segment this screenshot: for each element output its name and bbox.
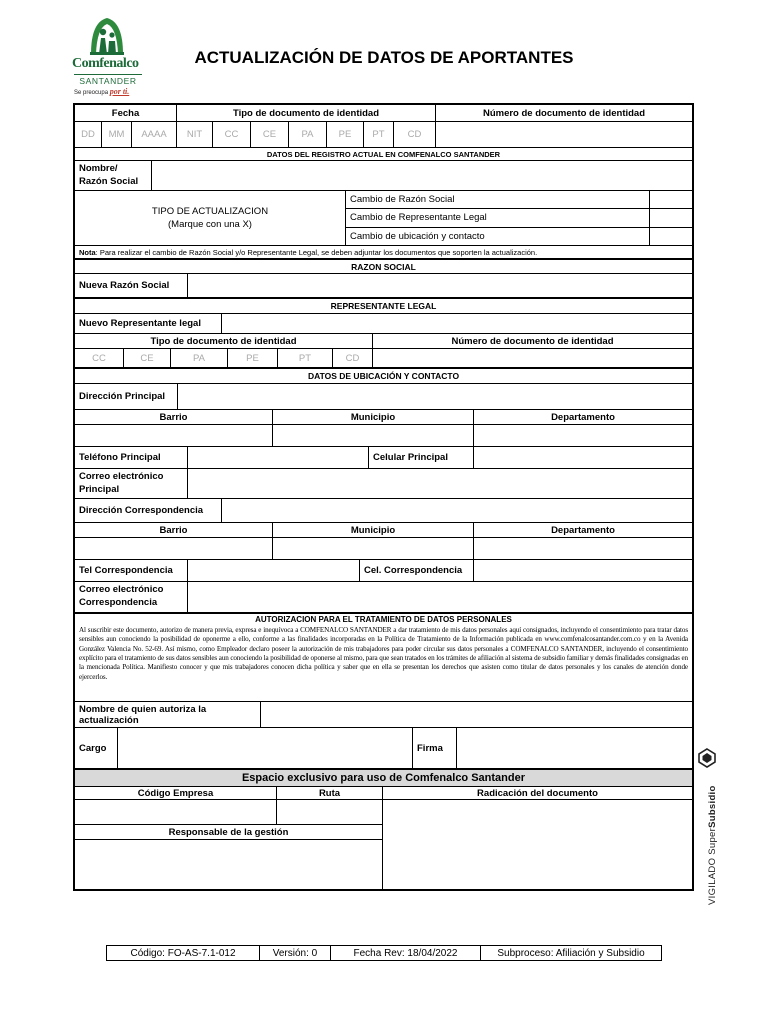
doc-type-nit[interactable]: NIT bbox=[177, 122, 213, 147]
doc-type-pe[interactable]: PE bbox=[327, 122, 364, 147]
rep-doc-type-pe[interactable]: PE bbox=[228, 349, 278, 367]
municipio-field[interactable] bbox=[273, 425, 474, 446]
municipio-header: Municipio bbox=[273, 410, 474, 424]
doc-type-ce[interactable]: CE bbox=[251, 122, 289, 147]
responsable-header: Responsable de la gestión bbox=[75, 825, 382, 840]
direccion-label: Dirección Principal bbox=[75, 384, 178, 409]
checkbox-ubicacion[interactable] bbox=[650, 228, 692, 245]
firma-field[interactable] bbox=[457, 728, 692, 768]
cel-corr-field[interactable] bbox=[474, 560, 692, 581]
doc-type-pa[interactable]: PA bbox=[289, 122, 327, 147]
option-razon-social: Cambio de Razón Social bbox=[346, 191, 650, 208]
cargo-field[interactable] bbox=[118, 728, 413, 768]
doc-type-cd[interactable]: CD bbox=[394, 122, 436, 147]
doc-type-cc[interactable]: CC bbox=[213, 122, 251, 147]
municipio-corr-header: Municipio bbox=[273, 523, 474, 537]
nombre-autoriza-field[interactable] bbox=[261, 702, 692, 727]
option-representante: Cambio de Representante Legal bbox=[346, 209, 650, 226]
nuevo-rep-label: Nuevo Representante legal bbox=[75, 314, 222, 333]
option-ubicacion: Cambio de ubicación y contacto bbox=[346, 228, 650, 245]
rep-doc-type-pt[interactable]: PT bbox=[278, 349, 333, 367]
rep-doc-type-cc[interactable]: CC bbox=[75, 349, 124, 367]
departamento-corr-header: Departamento bbox=[551, 524, 615, 536]
barrio-corr-field[interactable] bbox=[75, 538, 273, 559]
radicacion-header: Radicación del documento bbox=[477, 787, 598, 799]
departamento-corr-field[interactable] bbox=[474, 538, 692, 559]
razon-section-title: RAZON SOCIAL bbox=[351, 261, 416, 272]
municipio-corr-field[interactable] bbox=[273, 538, 474, 559]
telefono-label: Teléfono Principal bbox=[75, 447, 188, 468]
logo-subtitle: SANTANDER bbox=[74, 74, 142, 86]
ruta-field[interactable] bbox=[277, 800, 382, 824]
celular-field[interactable] bbox=[474, 447, 692, 468]
footer-subproceso: Subproceso: Afiliación y Subsidio bbox=[497, 947, 645, 959]
rep-section-title: REPRESENTANTE LEGAL bbox=[330, 301, 437, 311]
rep-tipo-doc-header: Tipo de documento de identidad bbox=[75, 334, 373, 348]
codigo-empresa-header: Código Empresa bbox=[75, 787, 277, 799]
date-year-field[interactable]: AAAA bbox=[132, 122, 177, 147]
rep-num-doc-field[interactable] bbox=[373, 349, 692, 367]
cel-corr-label: Cel. Correspondencia bbox=[360, 560, 474, 581]
autoriz-legal-text: Al suscribir este documento, autorizo de manera previa, expresa e inequívoca a COMFENALCO SANTANDER a dar tratamiento de mis datos personales aquí consignados, incluyendo el consentimiento para tratar datos sensibles aun conociendo la posibilidad de oponerme a ello, conforme a las finalidades incorporadas en la Política de Tratamiento de la Información publicada en www.comfenalcosantander.com.co y en la Avenida González Valencia No. 52-69. Así mismo, como Empleador declaro poseer la autorización de mis trabajadores para poder circular sus datos personales a COMFENALCO SANTANDER, incluyendo el consentimiento explícito para el tratamiento de sus datos sensibles aun conociendo la posibilidad de oponerse al mismo, para que sean tratados en los trámites de afiliación al sistema de subsidio familiar y demás finalidades consignadas en la mencionada Política. Manifiesto conocer y que mis trabajadores conocen dicha política y saber que en ella se presentan los derechos que asisten como titular de datos personales y los canales de atención donde ejercerlos. bbox=[79, 626, 688, 681]
barrio-header: Barrio bbox=[75, 410, 273, 424]
autoriz-section-title: AUTORIZACION PARA EL TRATAMIENTO DE DATOS PERSONALES bbox=[255, 615, 512, 624]
exclusivo-section-title: Espacio exclusivo para uso de Comfenalco Santander bbox=[241, 772, 526, 784]
nueva-razon-label: Nueva Razón Social bbox=[75, 274, 188, 297]
footer-fecha: Fecha Rev: 18/04/2022 bbox=[331, 946, 481, 960]
barrio-corr-header: Barrio bbox=[75, 523, 273, 537]
departamento-header: Departamento bbox=[551, 411, 615, 423]
correo-corr-label: Correo electrónico Correspondencia bbox=[75, 582, 188, 612]
tipo-actualizacion-label: TIPO DE ACTUALIZACION (Marque con una X) bbox=[75, 191, 346, 245]
radicacion-field[interactable] bbox=[383, 800, 692, 889]
barrio-field[interactable] bbox=[75, 425, 273, 446]
tel-corr-label: Tel Correspondencia bbox=[75, 560, 188, 581]
dir-corr-label: Dirección Correspondencia bbox=[75, 499, 222, 522]
responsable-field[interactable] bbox=[75, 840, 382, 889]
vigilado-text: VIGILADO SuperSubsidio bbox=[707, 785, 718, 905]
ruta-header: Ruta bbox=[277, 787, 383, 799]
codigo-empresa-field[interactable] bbox=[75, 800, 277, 824]
rep-doc-type-pa[interactable]: PA bbox=[171, 349, 228, 367]
correo-corr-field[interactable] bbox=[188, 582, 692, 612]
rep-doc-type-cd[interactable]: CD bbox=[333, 349, 373, 367]
footer-codigo: Código: FO-AS-7.1-012 bbox=[107, 946, 260, 960]
fecha-header: Fecha bbox=[75, 105, 177, 121]
correo-label: Correo electrónico Principal bbox=[75, 469, 188, 498]
direccion-field[interactable] bbox=[178, 384, 692, 409]
nueva-razon-field[interactable] bbox=[188, 274, 692, 297]
tipo-doc-header: Tipo de documento de identidad bbox=[177, 105, 436, 121]
departamento-field[interactable] bbox=[474, 425, 692, 446]
celular-label: Celular Principal bbox=[369, 447, 474, 468]
rep-num-doc-header: Número de documento de identidad bbox=[451, 335, 614, 347]
correo-field[interactable] bbox=[188, 469, 692, 498]
checkbox-razon-social[interactable] bbox=[650, 191, 692, 208]
date-day-field[interactable]: DD bbox=[75, 122, 102, 147]
dir-corr-field[interactable] bbox=[222, 499, 692, 522]
aportantes-form bbox=[73, 103, 694, 891]
nombre-label: Nombre/ Razón Social bbox=[75, 161, 152, 190]
doc-type-pt[interactable]: PT bbox=[364, 122, 394, 147]
telefono-field[interactable] bbox=[188, 447, 369, 468]
logo-tagline: Se preocupa por ti. bbox=[74, 87, 130, 96]
cargo-label: Cargo bbox=[75, 728, 118, 768]
supersubsidio-seal-icon bbox=[698, 748, 716, 768]
registro-section-title: DATOS DEL REGISTRO ACTUAL EN COMFENALCO SANTANDER bbox=[266, 149, 501, 159]
nota-text: Nota : Para realizar el cambio de Razón Social y/o Representante Legal, se deben adjuntar los documentos que soporten la actualización. bbox=[79, 247, 538, 257]
document-title: ACTUALIZACIÓN DE DATOS DE APORTANTES bbox=[194, 48, 574, 67]
logo-name: Comfenalco bbox=[72, 56, 139, 71]
ubic-section-title: DATOS DE UBICACIÓN Y CONTACTO bbox=[307, 371, 460, 381]
nuevo-rep-field[interactable] bbox=[222, 314, 692, 333]
firma-label: Firma bbox=[413, 728, 457, 768]
num-doc-field[interactable] bbox=[436, 122, 692, 147]
rep-doc-type-ce[interactable]: CE bbox=[124, 349, 171, 367]
nombre-autoriza-label: Nombre de quien autoriza la actualización bbox=[75, 702, 261, 727]
date-month-field[interactable]: MM bbox=[102, 122, 132, 147]
footer-version: Versión: 0 bbox=[260, 946, 331, 960]
vigilado-badge bbox=[695, 748, 719, 908]
document-footer bbox=[106, 945, 662, 961]
num-doc-header: Número de documento de identidad bbox=[482, 107, 646, 119]
checkbox-representante[interactable] bbox=[650, 209, 692, 226]
nombre-field[interactable] bbox=[152, 161, 692, 190]
tel-corr-field[interactable] bbox=[188, 560, 360, 581]
